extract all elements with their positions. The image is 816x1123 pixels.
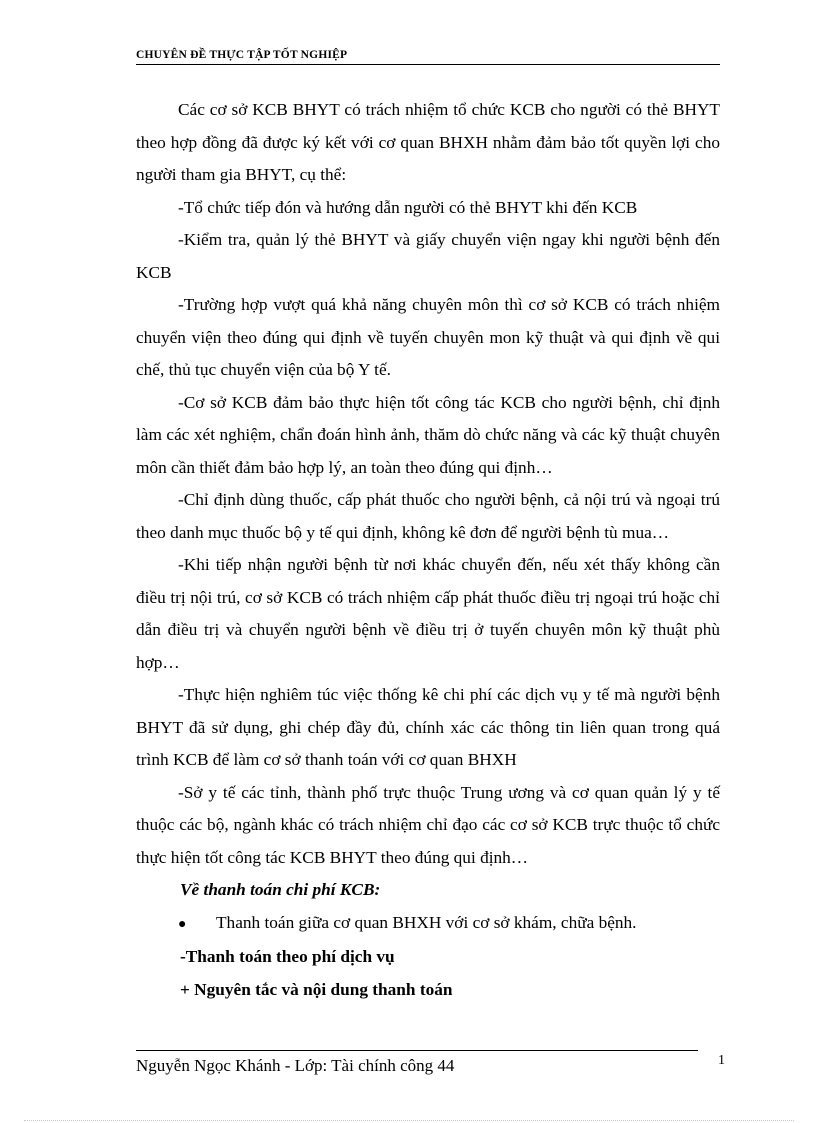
bullet-item: [136, 907, 720, 942]
page-header: CHUYÊN ĐỀ THỰC TẬP TỐT NGHIỆP: [136, 48, 720, 65]
paragraph: Các cơ sở KCB BHYT có trách nhiệm tổ chức KCB cho người có thẻ BHYT theo hợp đồng đã được ký kết với cơ quan BHXH nhằm đảm bảo tốt quyền lợi cho người tham gia BHYT, cụ thể:: [136, 100, 720, 184]
paragraph: -Tổ chức tiếp đón và hướng dẫn người có thẻ BHYT khi đến KCB: [178, 197, 638, 217]
bullet-text: Thanh toán giữa cơ quan BHXH với cơ sở khám, chữa bệnh.: [216, 912, 637, 932]
paragraph: -Khi tiếp nhận người bệnh từ nơi khác chuyển đến, nếu xét thấy không cần điều trị nội trú, cơ sở KCB có trách nhiệm cấp phát thuốc điều trị ngoại trú hoặc chỉ dẫn điều trị và chuyển người bệnh về điều trị ở tuyến chuyên môn kỹ thuật phù hợp…: [136, 555, 720, 672]
paragraph: -Sở y tế các tỉnh, thành phố trực thuộc Trung ương và cơ quan quản lý y tế thuộc các bộ, ngành khác có trách nhiệm chỉ đạo các cơ sở KCB trực thuộc tổ chức thực hiện tốt công tác KCB BHYT theo đúng qui định…: [136, 782, 720, 867]
paragraph: -Cơ sở KCB đảm bảo thực hiện tốt công tác KCB cho người bệnh, chỉ định làm các xét nghiệm, chẩn đoán hình ảnh, thăm dò chức năng và các kỹ thuật chuyên môn cần thiết đảm bảo hợp lý, an toàn theo đúng qui định…: [136, 392, 720, 477]
bullet-icon: ●: [178, 916, 187, 932]
paragraph: -Kiểm tra, quản lý thẻ BHYT và giấy chuyển viện ngay khi người bệnh đến KCB: [136, 230, 720, 282]
section-subheading: Về thanh toán chi phí KCB:: [180, 880, 381, 899]
page-number: 1: [718, 1053, 725, 1068]
bold-line: + Nguyên tắc và nội dung thanh toán: [180, 979, 453, 999]
footer-author: Nguyễn Ngọc Khánh - Lớp: Tài chính công 44: [136, 1056, 455, 1075]
bold-line: -Thanh toán theo phí dịch vụ: [180, 947, 395, 966]
page-bottom-border: [24, 1120, 794, 1121]
paragraph: -Trường hợp vượt quá khả năng chuyên môn thì cơ sở KCB có trách nhiệm chuyển viện theo đúng qui định về tuyến chuyên mon kỹ thuật và qui định về qui chế, thủ tục chuyển viện của bộ Y tế.: [136, 295, 720, 379]
footer-divider: [136, 1050, 698, 1051]
paragraph: -Thực hiện nghiêm túc việc thống kê chi phí các dịch vụ y tế mà người bệnh BHYT đã sử dụng, ghi chép đầy đủ, chính xác các thông tin liên quan trong quá trình KCB để làm cơ sở thanh toán với cơ quan BHXH: [136, 685, 720, 769]
document-body: [136, 94, 720, 1006]
paragraph: -Chỉ định dùng thuốc, cấp phát thuốc cho người bệnh, cả nội trú và ngoại trú theo danh mục thuốc bộ y tế qui định, không kê đơn để người bệnh tù mua…: [136, 490, 720, 542]
